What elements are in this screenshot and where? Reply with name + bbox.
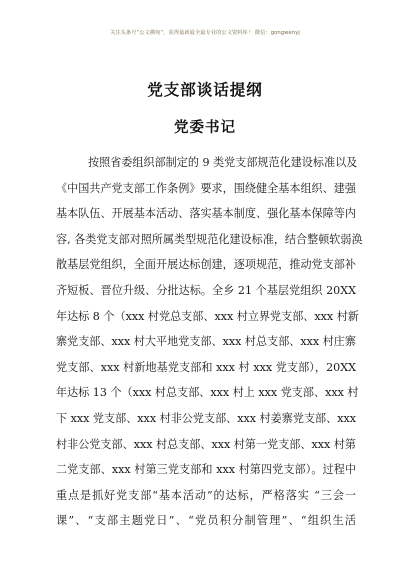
body-line: 基本队伍、开展基本活动、落实基本制度、强化基本保障等内: [56, 207, 356, 221]
body-line: 村非公党支部、xxx 村总支部、xxx 村第一党支部、xxx 村第: [56, 437, 356, 451]
body-line: 年达标 8 个（xxx 村党总支部、xxx 村立界党支部、xxx 村新: [56, 309, 359, 323]
document-title: 党支部谈话提纲: [147, 81, 263, 99]
body-line: 《中国共产党支部工作条例》要求，围绕健全基本组织、建强: [56, 181, 356, 195]
body-line: 散基层党组织，全面开展达标创建，逐项规范，推动党支部补: [56, 258, 356, 272]
body-line: 党支部、xxx 村新地基党支部和 xxx 村 xxx 党支部），20XX: [56, 360, 356, 374]
body-line: 容, 各类党支部对照所属类型规范化建设标准，结合整顿软弱涣: [56, 232, 363, 246]
body-line: 按照省委组织部制定的 9 类党支部规范化建设标准以及: [88, 156, 358, 169]
body-line: 重点是抓好党支部“基本活动”的达标，严格落实 “三会一: [56, 488, 356, 502]
body-line: 课”、“支部主题党日”、“党员积分制管理”、“组织生活: [56, 514, 356, 528]
body-line: 寨党支部、xxx 村大平地党支部、xxx 村总支部、xxx 村庄寨: [56, 335, 356, 349]
document-body: [56, 150, 363, 534]
body-line: 齐短板、晋位升级、分批达标。全乡 21 个基层党组织 20XX: [56, 283, 356, 297]
body-line: 二党支部、xxx 村第三党支部和 xxx 村第四党支部）。过程中: [56, 463, 356, 477]
header-note: 关注头条号“公文拂宛”，获得最新最全最专业的公文资料库！ 微信：gongwenyj: [110, 30, 300, 36]
body-line: 下 xxx 党支部、xxx 村非公党支部、xxx 村姜寨党支部、xxx: [56, 411, 356, 425]
document-subtitle: 党委书记: [174, 120, 236, 136]
body-line: 年达标 13 个（xxx 村总支部、xxx 村上 xxx 党支部、xxx 村: [56, 386, 359, 400]
